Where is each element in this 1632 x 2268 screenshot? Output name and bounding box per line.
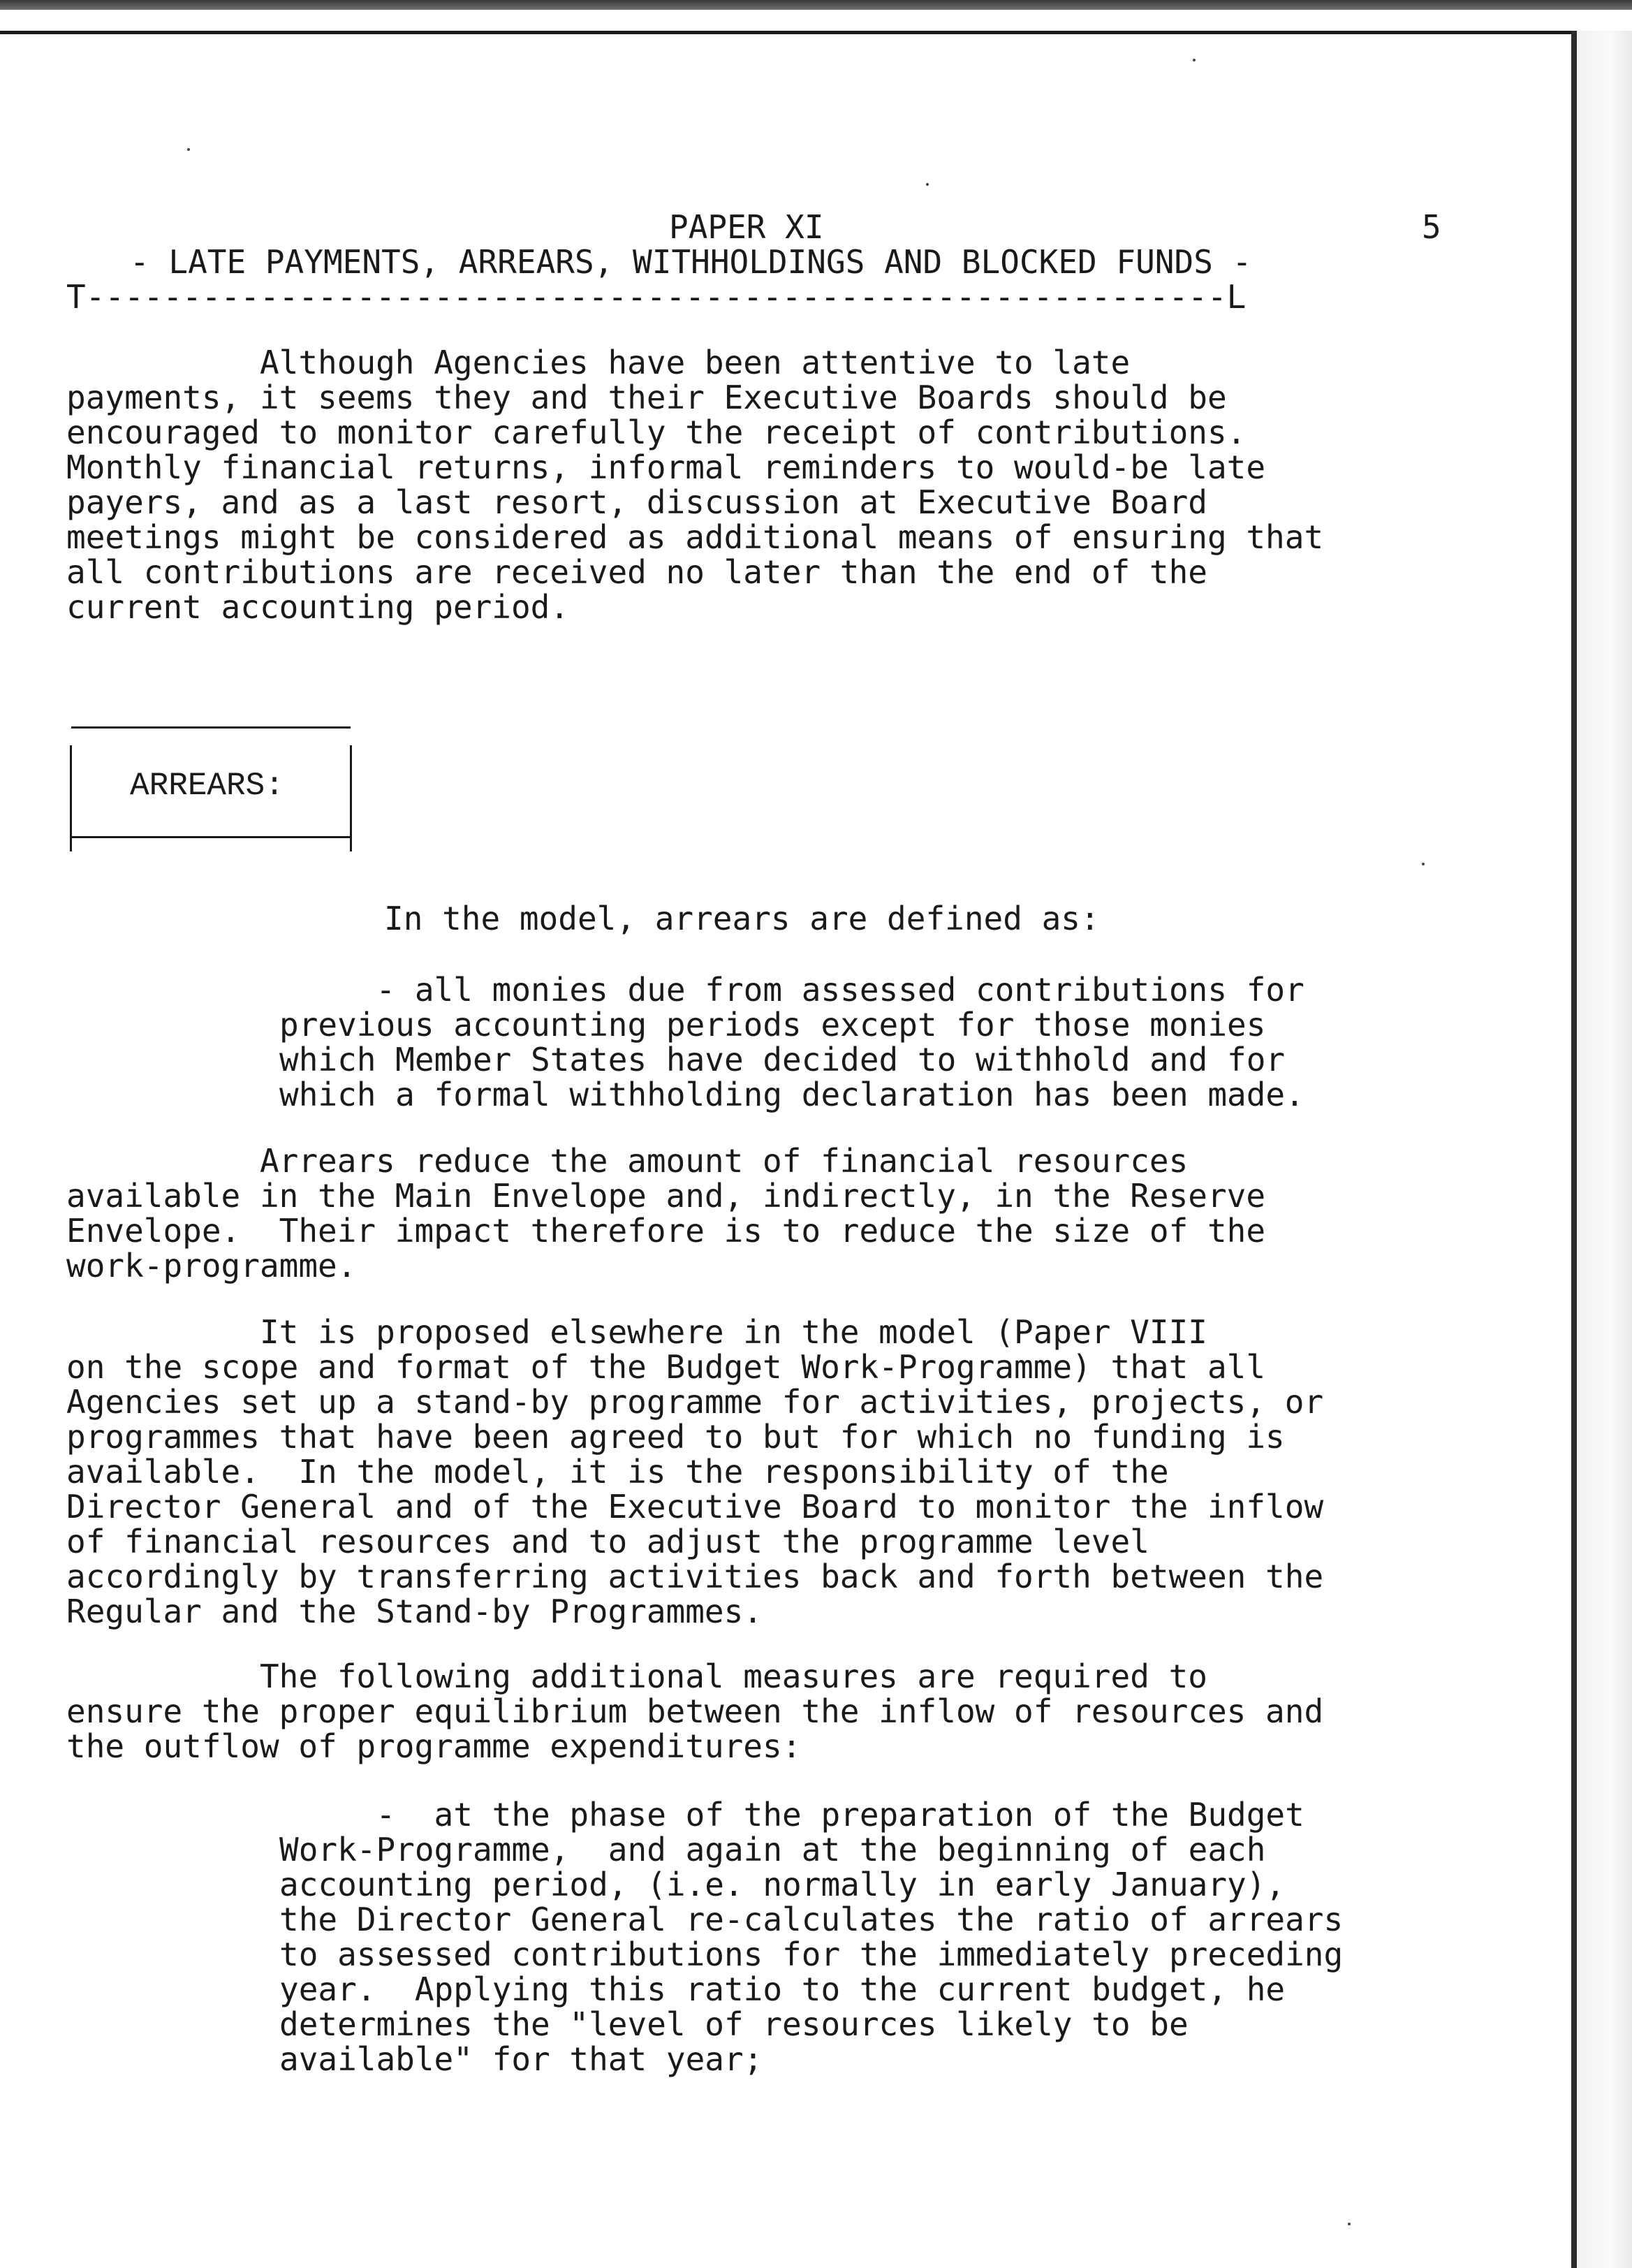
- paragraph-measure-ratio: - at the phase of the preparation of the Budget Work-Programme, and again at the beginning of each accounting period, (i.e. normally in early January), the Director General re-calculates the ratio of arrears to assessed contributions for the immediately preceding year. Applying this ratio to the current budget, he determines the "level of resources likely to be available" for that year;: [279, 1796, 1344, 2078]
- scan-speck: [187, 148, 190, 151]
- paragraph-arrears-definition: - all monies due from assessed contributions for previous accounting periods except for those monies which Member States have decided to withhold and for which a formal withholding declaration has been made.: [279, 971, 1304, 1113]
- paragraph-additional-measures: The following additional measures are required to ensure the proper equilibrium between the inflow of resources and the outflow of programme expenditures:: [66, 1658, 1324, 1765]
- arrears-heading-box: [71, 726, 351, 838]
- box-side-left: [70, 745, 72, 851]
- page-subtitle: - LATE PAYMENTS, ARREARS, WITHHOLDINGS AND BLOCKED FUNDS -: [130, 243, 1252, 281]
- box-side-right: [350, 745, 352, 851]
- paragraph-late-payments: Although Agencies have been attentive to late payments, it seems they and their Executive Boards should be encouraged to monitor carefully the receipt of contributions. Monthly financial returns, informal reminders to would-be late payers, and as a last resort, discussion at Executive Board meetings might be considered as additional means of ensuring that all contributions are received no later than the end of the current accounting period.: [66, 344, 1324, 626]
- scan-top-rule: [0, 31, 1571, 34]
- paragraph-arrears-impact: Arrears reduce the amount of financial resources available in the Main Envelope and, indirectly, in the Reserve Envelope. Their impact therefore is to reduce the size of the work-programme.: [66, 1142, 1266, 1285]
- scan-speck: [1422, 863, 1425, 865]
- scan-speck: [1348, 2223, 1351, 2225]
- scan-speck: [926, 183, 929, 186]
- scan-top-border: [0, 0, 1632, 10]
- section-heading: ARREARS:: [130, 768, 284, 804]
- scan-right-edge: [1571, 31, 1577, 2268]
- scan-speck: [1193, 59, 1196, 61]
- paragraph-arrears-definition-intro: In the model, arrears are defined as:: [384, 900, 1100, 937]
- paragraph-standby-programme: It is proposed elsewhere in the model (Paper VIII on the scope and format of the Budget Work-Programme) that all Agencies set up a stand-by programme for activities, projects, or programmes that have been agreed to but for which no funding is available. In the model, it is the responsibility of the Director General and of the Executive Board to monitor the inflow of financial resources and to adjust the programme level accordingly by transferring activities back and forth between the Regular and the Stand-by Programmes.: [66, 1313, 1324, 1630]
- page-title: PAPER XI: [669, 208, 824, 246]
- header-rule: T-----------------------------------------------------------L: [66, 278, 1247, 316]
- page-number: 5: [1422, 208, 1441, 246]
- scan-right-strip: [1577, 31, 1632, 2268]
